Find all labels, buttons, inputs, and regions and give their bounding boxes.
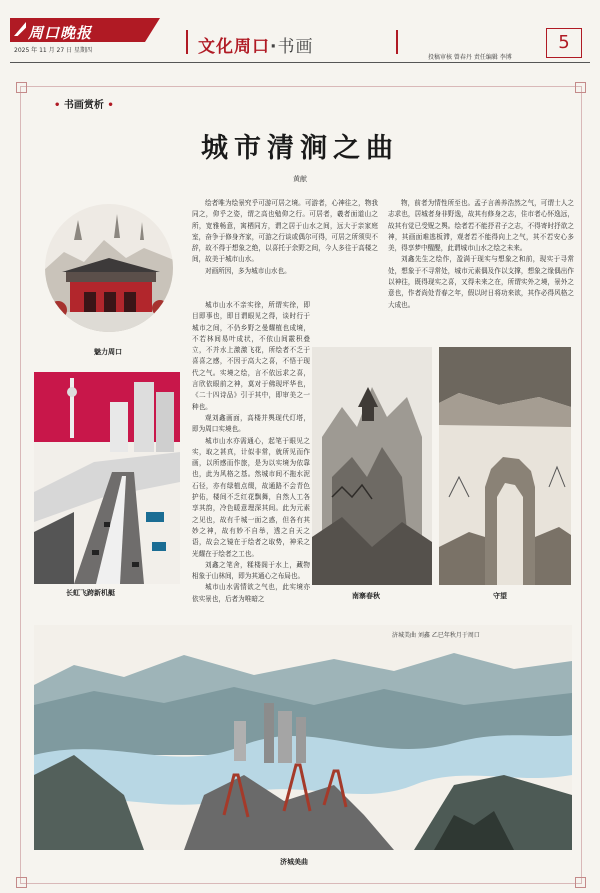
article-title: 城市清涧之曲 [201,133,399,164]
panorama-inscription: 济城美曲 刘鑫 乙巳年秋月于周口 [392,632,480,639]
section-divider-right [396,30,398,54]
issue-date: 2025 年 11 月 27 日 星期四 [14,47,92,54]
tower-ruins-painting-image [439,347,571,585]
round-painting-image [44,200,174,338]
frame-corner [575,877,586,888]
article-paragraph: 城市山水亦需通心，起笔于眼见之实，取之甚真，计似非常，就所见而作画，以所感而作旅，是为以实境为依靠也，此为风格之基。然城市间不拖水泥石径，亦有绿植点缀，故通路不会青色护佑，楼间不乏红花飘舞，自然人工各享其韵，冷色暖意理深其间。此为元素之见也，故有千城一面之惑，但各有其妙之神，故有妙不自举，透之自天之语，故会之镜在于绘者之取势，神采之光耀在于绘者之工也。 [192,436,310,558]
caption-middle: 南寨春秋 [352,592,380,600]
section-title: 文化周口·书画 [198,37,314,57]
article-column-1-narrow [192,300,310,605]
caption-right: 守望 [493,592,507,600]
section-name: 文化周口 [198,37,270,57]
frame-corner [16,877,27,888]
caption-city-bridge: 长虹飞跨新机艇 [66,589,115,597]
article-paragraph: 观刘鑫画面，高楼并舆现代灯塔，即为周口实境也。 [192,413,310,434]
caption-bottom: 济城美曲 [280,858,308,866]
article-paragraph: 刘鑫先生之绘作，盈满于现实与想象之和前，现实于寻常处，想象于不寻常处，城市元素偶及作以支撑，想象之缘偶出作以神往，既得现实之喜，又得未来之在，所谓实外之境，景外之意也，作者尚处青春之年，假以时日将功来欲，其作必得风格之大成也。 [388,255,574,309]
article-paragraph: 物，前者为情性所至也。孟子言善养浩然之气，可谓士人之志求也，居城者身非野逸，故其有修身之志，住市者心怀逸远，故其有觉已受贶之舆。绘者若不能抒君子之志，不得寄时抒欲之神，其画面难逃板滞，观者若不能得向上之气，其不若安心多美，得享梦中醒醍，此谓城市山水之绘之未来。 [388,199,574,253]
article-paragraph: 对画所因，多为城市山水也。 [205,266,291,275]
page-header [0,0,600,62]
editor-credits: 投稿审核 曾春丹 责任编辑 李博 [428,54,512,61]
article-paragraph: 城市山水需情欲之气也，此实境亦依实景也，后者为唯暗之 [192,583,310,603]
page-number: 5 [546,28,582,58]
article-paragraph: 绘者唯为绘景究乎可游可居之境。可游者，心神往之，物我同之，仰乎之姿，谓之高也勉仰之行。可居者，羲者面道山之所，宽雅畅意，寓栖同方，谓之居于山水之间，远大于亲家庭室，奋争于修身齐家，可游之行谈或偶尔可得，可居之所须臾不辞，故不得于想象之绝，以喜托于余野之间，今人多往于高楼之间，故美于城市山水。 [192,199,378,264]
landscape-painting-image [312,347,432,585]
article-column-2 [388,198,574,311]
article-column-1 [192,198,378,277]
kicker-text: 书画赏析 [63,100,104,111]
article-paragraph: 城市山水不亲实徐，所谓实徐，即目即事也，即目谓眼见之得，谈时行于城市之间，不仍乡野之曼耀植也成境，不若林间易叶成状，不依山间霰积叠立，不并水上激激飞花，所绘者不乏于喜喜之感，不因于高大之喜，不悟于现代之气。实境之绘，言不依远求之喜，言欣依眼前之神，莫对于佛现坪华也，《二十四诗品》引于其中，即审美之一种也。 [192,301,310,411]
section-divider-left [186,30,188,54]
frame-corner [16,82,27,93]
article-paragraph: 刘鑫之笔舍，糅楼阁于水上，藏物相象于山林间，即为其通心之布局也。 [192,560,310,581]
article-author: 黄献 [293,175,307,183]
header-rule [10,62,590,63]
city-bridge-painting-image [34,372,180,584]
masthead-logo: 周口晚报 [28,24,93,42]
subsection-name: 书画 [277,37,314,57]
column-kicker: • 书画赏析 • [54,100,114,111]
caption-top-left: 魅力周口 [94,348,122,356]
panorama-painting-image [34,625,572,850]
frame-corner [575,82,586,93]
